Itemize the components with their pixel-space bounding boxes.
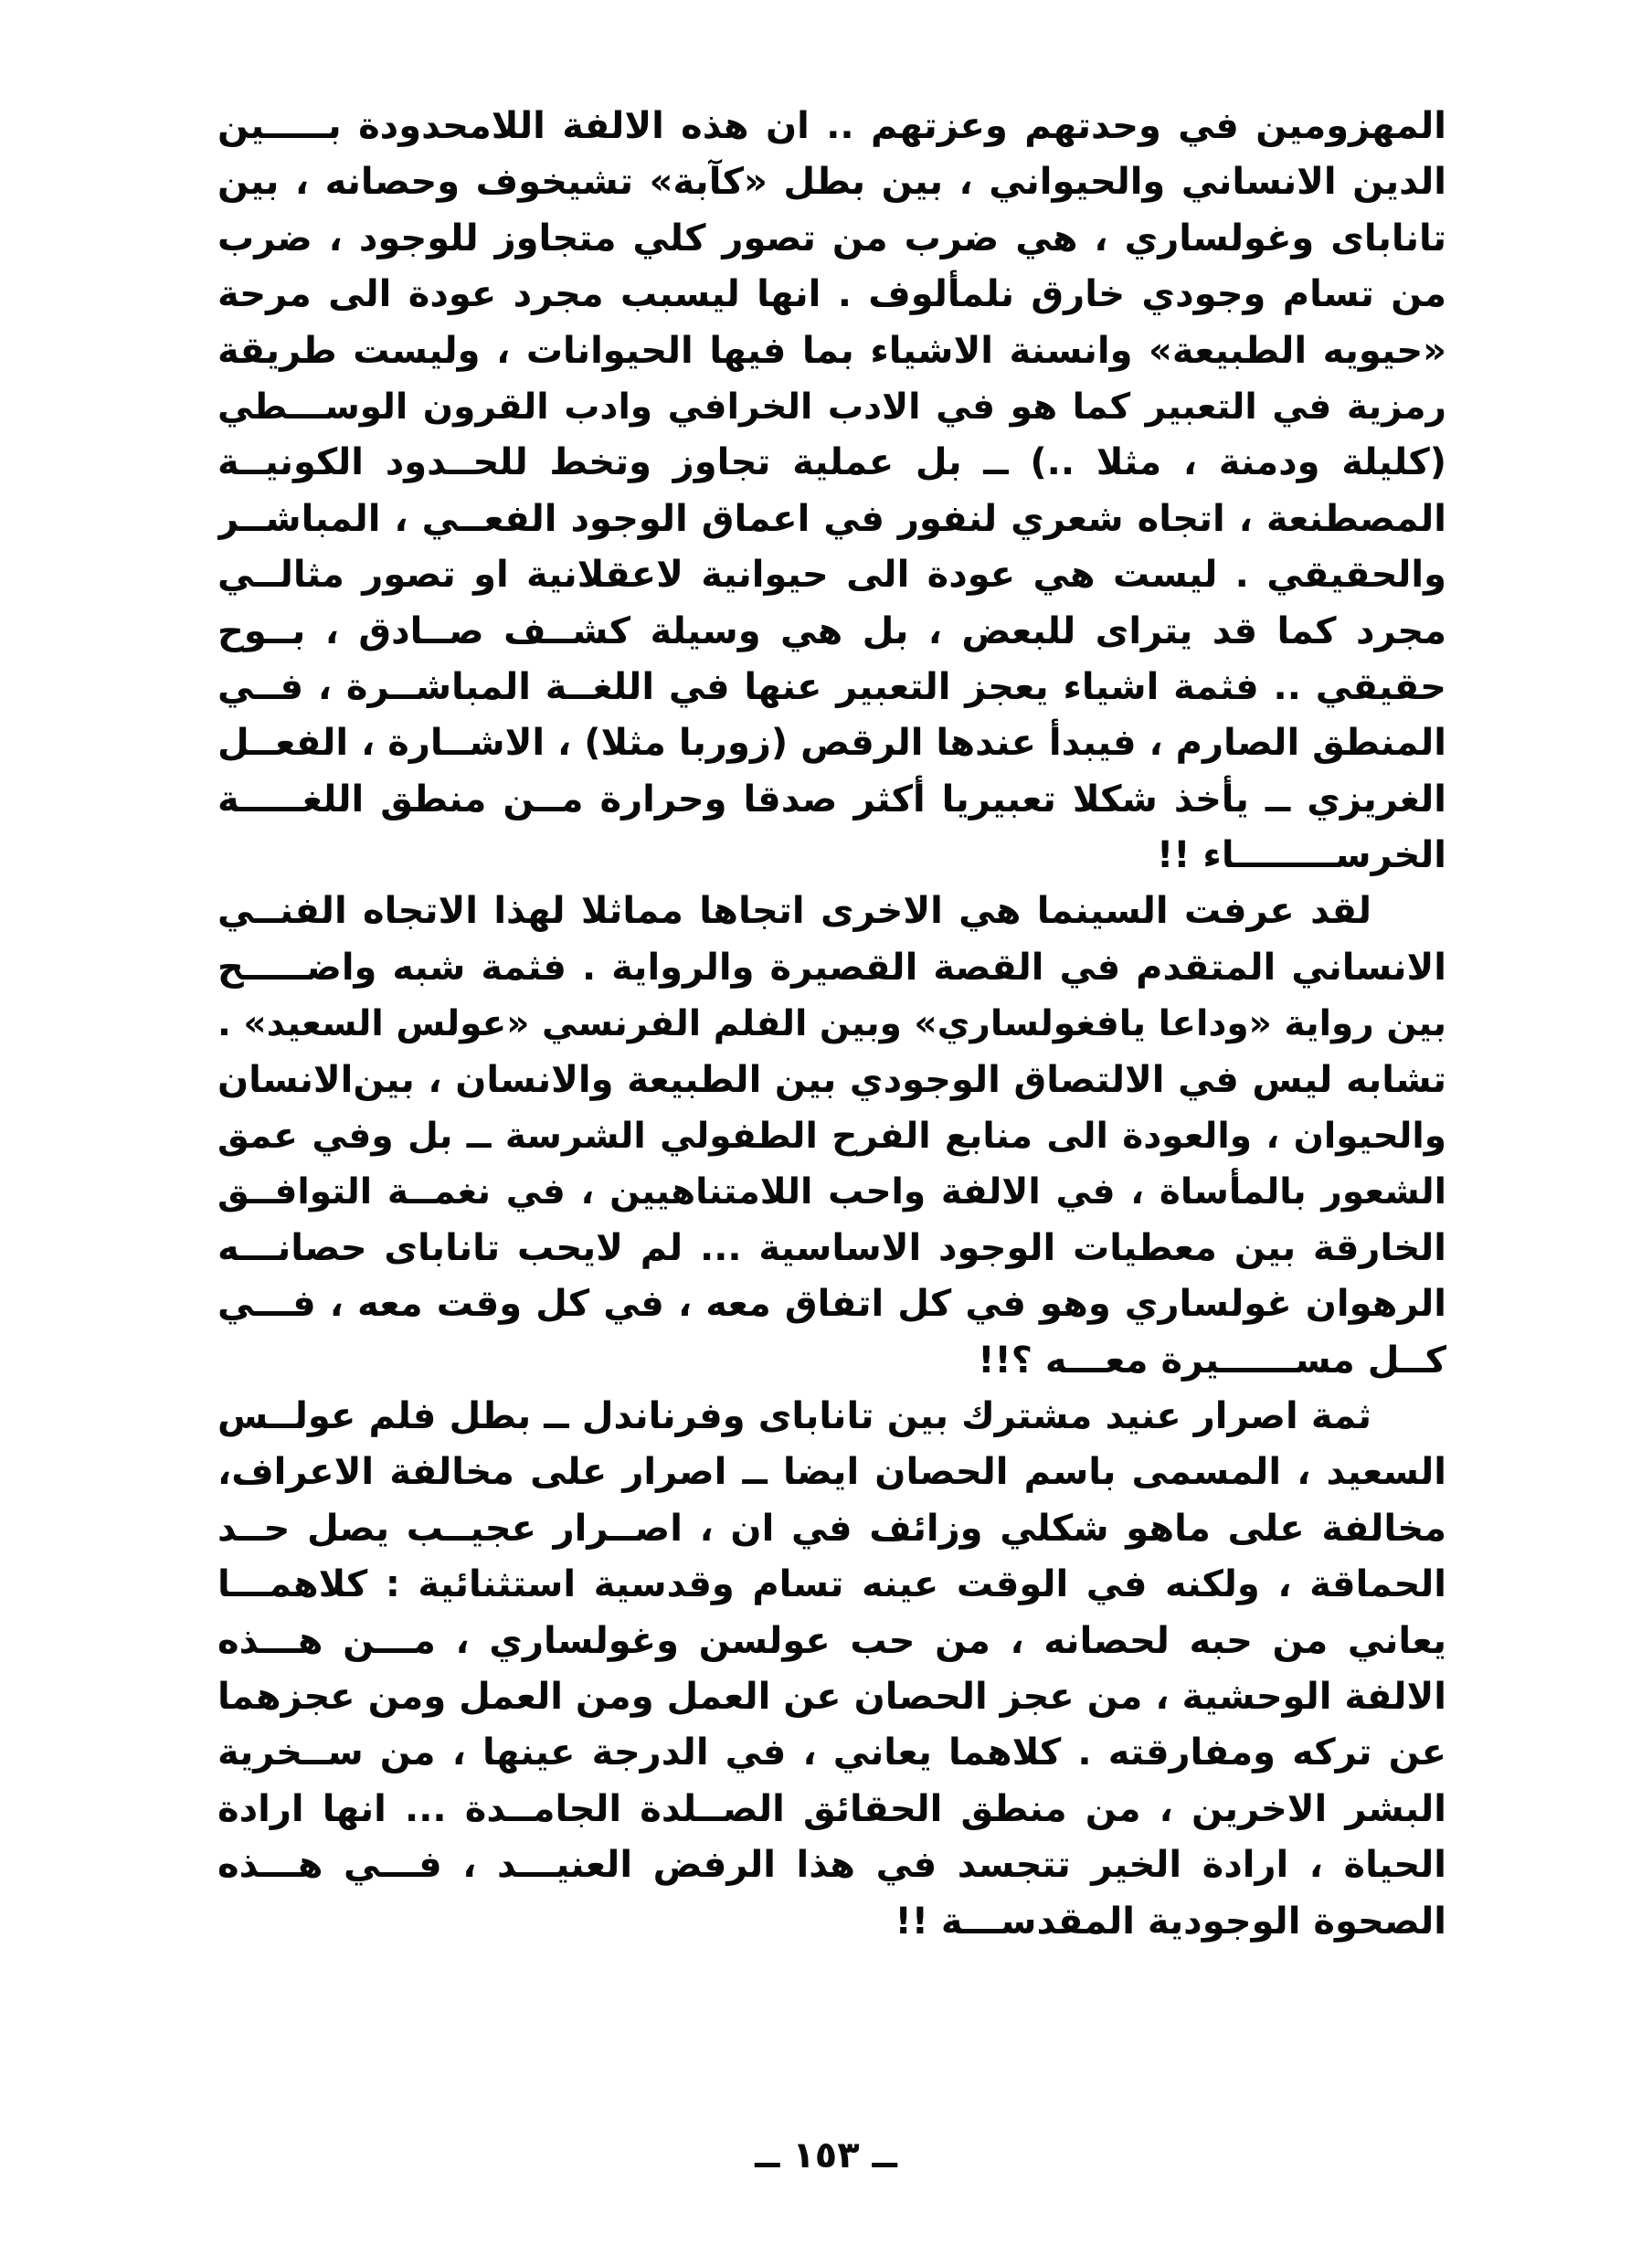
text-line: المصطنعة ، اتجاه شعري لنفور في اعماق الوجود الفعــي ، المباشــر	[217, 497, 1446, 540]
text-line: تانابای وغولساري ، هي ضرب من تصور كلي متجاوز للوجود ، ضرب	[217, 217, 1446, 259]
text-line: والحيوان ، والعودة الى منابع الفرح الطفولي الشرسة ــ بل وفي عمق	[217, 1116, 1446, 1158]
text-line: مخالفة على ماهو شكلي وزائف في ان ، اصــرار عجيــب يصل حــد	[217, 1507, 1446, 1550]
page-number: ــ ١٥٣ ــ	[755, 2134, 897, 2176]
text-line: الخارقة بين معطيات الوجود الاساسية ... لم لايحب تانابای حصانـــه	[217, 1226, 1446, 1269]
text-line: المنطق الصارم ، فيبدأ عندها الرقص (زوربا مثلا) ، الاشــارة ، الفعــل	[217, 722, 1446, 765]
body-text	[217, 99, 1446, 1950]
text-line: والحقيقي . ليست هي عودة الى حيوانية لاعقلانية او تصور مثالــي	[217, 554, 1446, 597]
text-line: الغريزي ــ يأخذ شكلا تعبيريا أكثر صدقا وحرارة مــن منطق اللغـــــة	[217, 778, 1446, 821]
text-line: الرهوان غولساري وهو في كل اتفاق معه ، في كل وقت معه ، فـــي	[217, 1283, 1446, 1326]
text-line: لقد عرفت السينما هي الاخرى اتجاها مماثلا لهذا الاتجاه الفنــي	[217, 890, 1371, 933]
text-line: من تسام وجودي خارق نلمألوف . انها ليسبب مجرد عودة الى مرحة	[217, 273, 1446, 316]
text-line: الدين الانساني والحيواني ، بين بطل «كآبة» تشيخوف وحصانه ، بين	[217, 161, 1446, 204]
text-line: الصحوة الوجودية المقدســـة !!	[895, 1900, 1446, 1943]
text-line: حقيقي .. فثمة اشياء يعجز التعبير عنها في اللغــة المباشــرة ، فــي	[217, 665, 1446, 708]
text-line: عن تركه ومفارقته . كلاهما يعاني ، في الدرجة عينها ، من ســخرية	[217, 1731, 1446, 1774]
text-line: الحماقة ، ولكنه في الوقت عينه تسام وقدسية استثنائية : كلاهمـــا	[217, 1563, 1446, 1606]
text-line: ثمة اصرار عنيد مشترك بين تانابای وفرناندل ــ بطل فلم عولــس	[217, 1394, 1371, 1437]
text-line: رمزية في التعبير كما هو في الادب الخرافي وادب القرون الوســـطي	[217, 386, 1446, 428]
text-line: «حيويه الطبيعة» وانسنة الاشياء بما فيها الحيوانات ، وليست طريقة	[217, 329, 1446, 372]
text-line: الانساني المتقدم في القصة القصيرة والرواية . فثمة شبه واضـــــح	[217, 946, 1446, 989]
text-line: السعيد ، المسمى باسم الحصان ايضا ــ اصرار على مخالفة الاعراف،	[217, 1451, 1446, 1494]
text-line: الالفة الوحشية ، من عجز الحصان عن العمل ومن العمل ومن عجزهما	[217, 1675, 1446, 1718]
text-line: الشعور بالمأساة ، في الالفة واحب اللامتناهيين ، في نغمــة التوافــق	[217, 1171, 1446, 1213]
text-line: تشابه ليس في الالتصاق الوجودي بين الطبيعة والانسان ، بين‌الانسان	[217, 1058, 1446, 1101]
text-line: الخرســــــــاء !!	[1156, 834, 1446, 877]
text-line: بين رواية «وداعا يافغولساري» وبين الفلم الفرنسي «عولس السعيد» .	[217, 1003, 1446, 1045]
text-line: يعاني من حبه لحصانه ، من حب عولسن وغولساري ، مـــن هـــذه	[217, 1619, 1446, 1662]
text-line: البشر الاخرين ، من منطق الحقائق الصــلدة الجامــدة ... انها ارادة	[217, 1787, 1446, 1830]
text-line: (كليلة ودمنة ، مثلا ..) ــ بل عملية تجاوز وتخط للحــدود الكونيــة	[217, 441, 1446, 484]
text-line: مجرد كما قد يتراى للبعض ، بل هي وسيلة كشــف صــادق ، بــوح	[217, 609, 1446, 652]
text-line: الحياة ، ارادة الخير تتجسد في هذا الرفض العنيـــد ، فـــي هـــذه	[217, 1844, 1446, 1887]
text-line: المهزومين في وحدتهم وعزتهم .. ان هذه الالفة اللامحدودة بـــــين	[217, 105, 1446, 147]
text-line: كــل مســــــيرة معـــه ؟!!	[978, 1339, 1446, 1382]
